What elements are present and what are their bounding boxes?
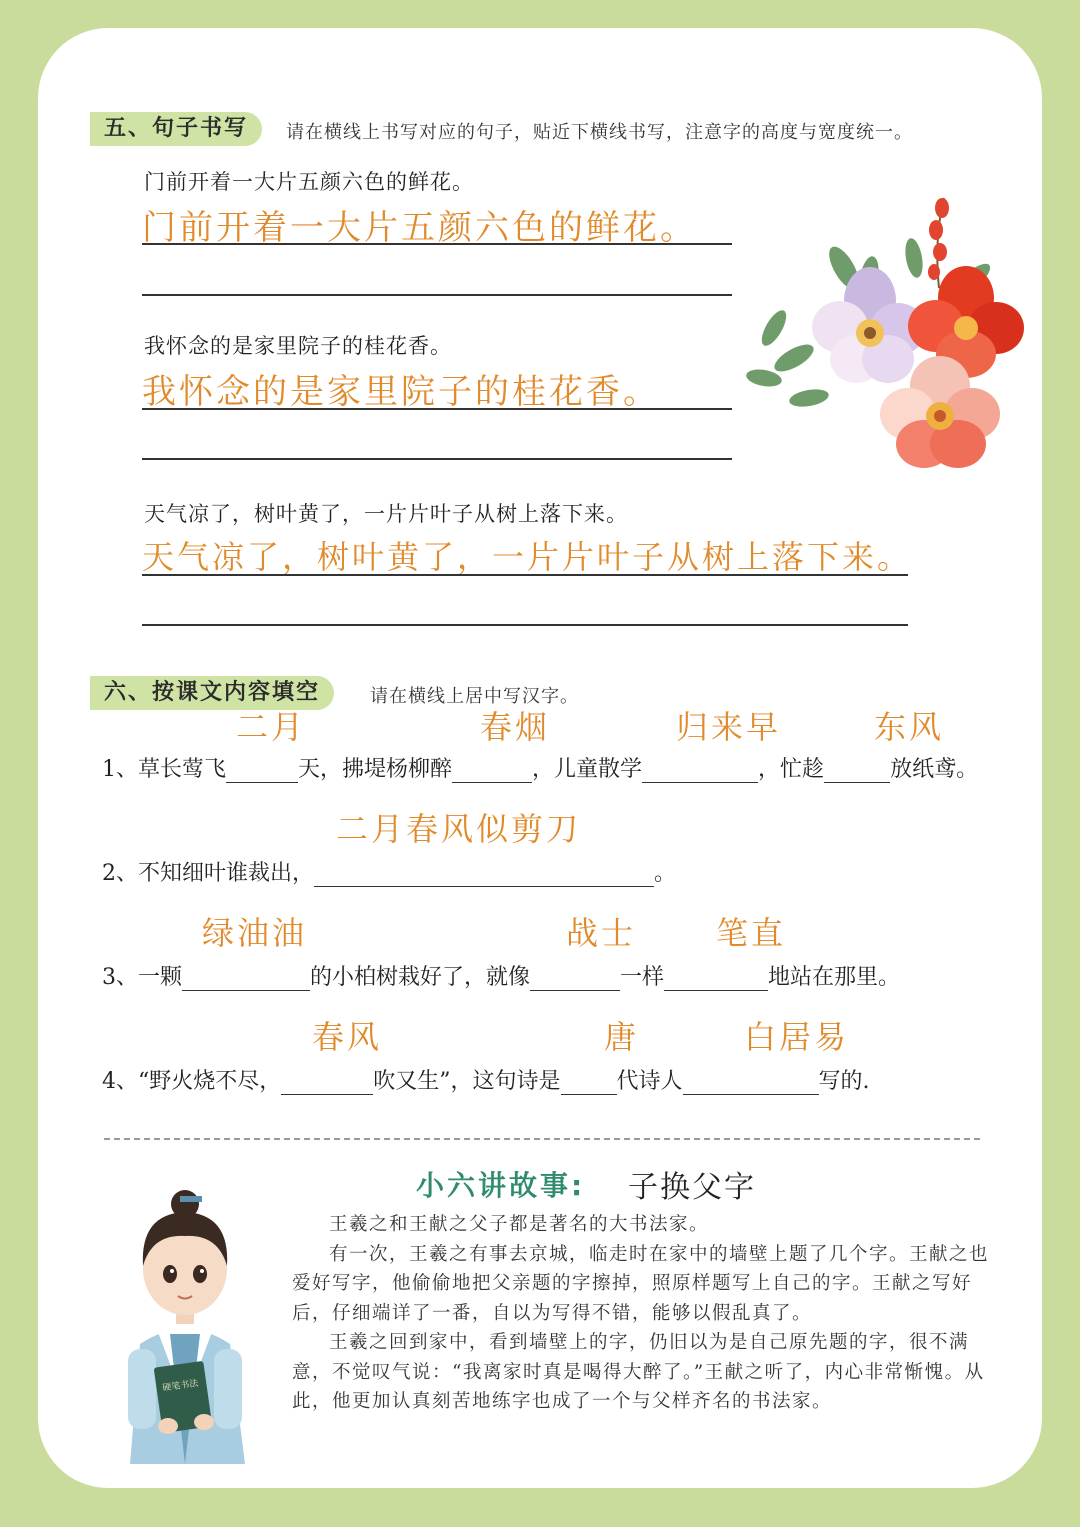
fill-blank[interactable] xyxy=(281,1071,373,1095)
writing-line xyxy=(142,574,908,576)
question-text: ，儿童散学 xyxy=(532,757,643,782)
answer-4-1: 春风 xyxy=(312,1018,383,1056)
question-text: 写的. xyxy=(818,1069,870,1094)
sentence-3-handwritten: 天气凉了，树叶黄了，一片片叶子从树上落下来。 xyxy=(142,538,913,576)
section5-tag: 五、句子书写 xyxy=(90,112,262,146)
question-number: 3、 xyxy=(102,965,138,990)
question-text: 。 xyxy=(654,861,677,886)
question-2 xyxy=(102,856,676,887)
story-paragraph: 有一次，王羲之有事去京城，临走时在家中的墙壁上题了几个字。王献之也爱好写字，他偷偷地把父亲题的字擦掉，照原样题写上自己的字。王献之写好后，仔细端详了一番，自以为写得不错，能够以假乱真了。 xyxy=(292,1243,990,1324)
writing-line xyxy=(142,294,732,296)
story-paragraph: 王羲之和王献之父子都是著名的大书法家。 xyxy=(329,1214,710,1235)
answer-1-3: 归来早 xyxy=(676,708,782,746)
question-text: 不知细叶谁裁出， xyxy=(138,861,315,886)
question-number: 4、 xyxy=(102,1069,138,1094)
writing-line xyxy=(142,408,732,410)
fill-blank[interactable] xyxy=(182,967,310,991)
answer-3-3: 笔直 xyxy=(716,914,787,952)
question-text: ，忙趁 xyxy=(758,757,825,782)
section6-tag: 六、按课文内容填空 xyxy=(90,676,334,710)
question-text: 一样 xyxy=(620,965,665,990)
fill-blank[interactable] xyxy=(664,967,768,991)
question-text: 地站在那里。 xyxy=(768,965,901,990)
fill-blank[interactable] xyxy=(561,1071,617,1095)
question-4 xyxy=(102,1064,870,1095)
section6-instruction: 请在横线上居中写汉字。 xyxy=(370,686,579,707)
scholar-boy-illustration xyxy=(100,1174,270,1464)
fill-blank[interactable] xyxy=(530,967,620,991)
sentence-2-handwritten: 我怀念的是家里院子的桂花香。 xyxy=(142,372,660,412)
answer-4-3: 白居易 xyxy=(744,1018,850,1056)
question-1 xyxy=(102,752,978,783)
writing-line xyxy=(142,624,908,626)
sentence-2-printed: 我怀念的是家里院子的桂花香。 xyxy=(144,334,452,358)
question-number: 1、 xyxy=(102,757,138,782)
question-text: 放纸鸢。 xyxy=(890,757,979,782)
answer-1-1: 二月 xyxy=(236,708,307,746)
worksheet-page xyxy=(38,28,1042,1488)
answer-2-1: 二月春风似剪刀 xyxy=(336,810,582,848)
fill-blank[interactable] xyxy=(452,759,532,783)
sentence-3-printed: 天气凉了，树叶黄了，一片片叶子从树上落下来。 xyxy=(144,502,628,526)
answer-3-1: 绿油油 xyxy=(202,914,308,952)
section5-instruction: 请在横线上书写对应的句子，贴近下横线书写，注意字的高度与宽度统一。 xyxy=(286,122,913,143)
question-text: 天，拂堤杨柳醉 xyxy=(298,757,453,782)
flower-bouquet-illustration xyxy=(734,168,1034,468)
writing-line xyxy=(142,458,732,460)
question-text: 吹又生”，这句诗是 xyxy=(373,1069,561,1094)
story-body xyxy=(292,1210,1004,1417)
question-text: 草长莺飞 xyxy=(138,757,227,782)
question-number: 2、 xyxy=(102,861,138,886)
fill-blank[interactable] xyxy=(824,759,890,783)
book-label: 硬笔书法 xyxy=(161,1378,200,1394)
fill-blank[interactable] xyxy=(226,759,298,783)
fill-blank[interactable] xyxy=(314,863,654,887)
story-label: 小六讲故事: xyxy=(416,1169,586,1202)
answer-3-2: 战士 xyxy=(566,914,637,952)
writing-line xyxy=(142,243,732,245)
fill-blank[interactable] xyxy=(683,1071,819,1095)
answer-4-2: 唐 xyxy=(604,1018,640,1056)
fill-blank[interactable] xyxy=(642,759,758,783)
answer-1-4: 东风 xyxy=(874,708,945,746)
sentence-1-printed: 门前开着一大片五颜六色的鲜花。 xyxy=(144,170,474,194)
question-3 xyxy=(102,960,900,991)
sentence-1-handwritten: 门前开着一大片五颜六色的鲜花。 xyxy=(142,208,697,248)
question-text: 的小柏树栽好了，就像 xyxy=(310,965,531,990)
story-title: 子换父字 xyxy=(628,1170,756,1205)
question-text: 代诗人 xyxy=(616,1069,683,1094)
section-divider xyxy=(104,1138,980,1140)
story-paragraph: 王羲之回到家中，看到墙壁上的字，仍旧以为是自己原先题的字，很不满意，不觉叹气说：“我离家时真是喝得大醉了。”王献之听了，内心非常惭愧。从此，他更加认真刻苦地练字也成了一个与父样齐名的书法家。 xyxy=(292,1332,985,1412)
answer-1-2: 春烟 xyxy=(480,708,551,746)
question-text: “野火烧不尽， xyxy=(138,1069,282,1094)
question-text: 一颗 xyxy=(138,965,183,990)
